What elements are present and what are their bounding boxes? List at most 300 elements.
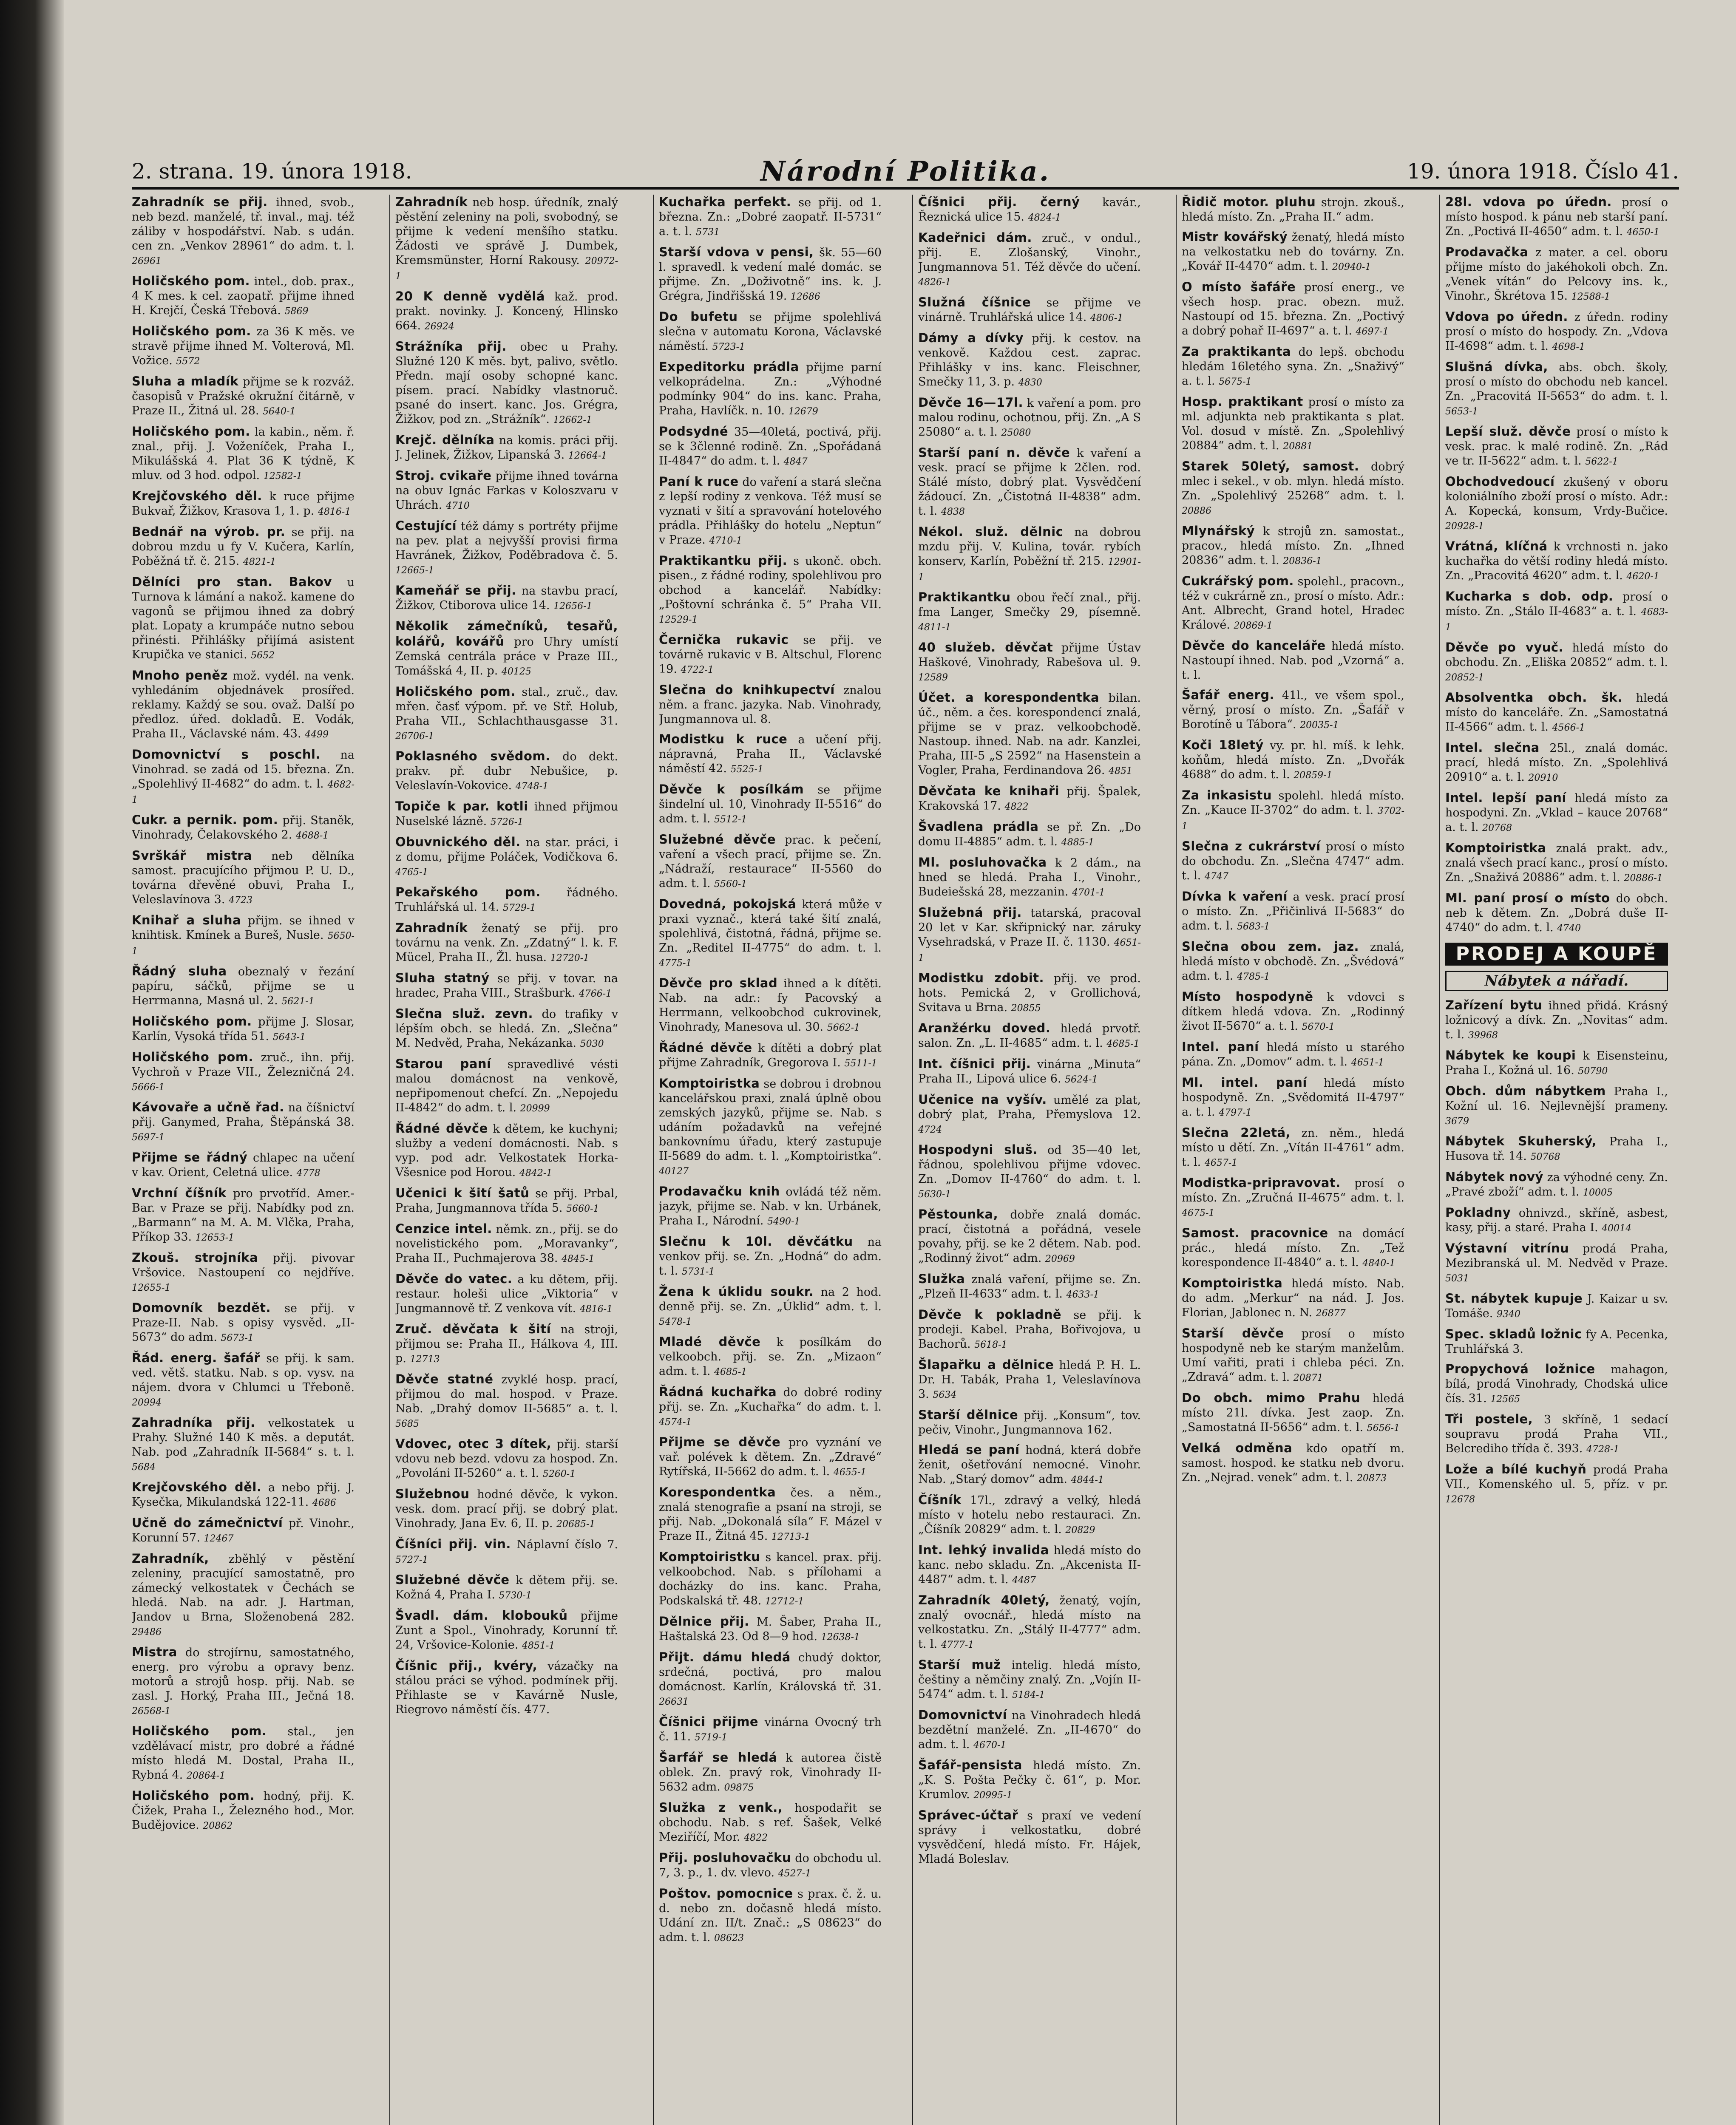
ad-code: 4650-1: [1626, 227, 1660, 238]
ad-text: prodá Praha, Mezibranská ul. M. Nedvěd v Praze.: [1445, 1242, 1668, 1270]
ad-headline: Několik zámečníků, tesařů, kolářů, kovářů: [395, 619, 618, 649]
ad-code: 4847: [783, 456, 808, 467]
classified-ad: [918, 1092, 1141, 1137]
classified-ad: [659, 1435, 882, 1480]
ad-headline: Sluha a mladík: [132, 374, 239, 388]
ad-code: 5730-1: [499, 1590, 532, 1601]
ad-code: 5652: [251, 650, 275, 661]
ad-text: do dobré rodiny přij. se. Zn. „Kuchařka“ do adm. t. l.: [659, 1386, 882, 1414]
ad-text: 3 skříně, 1 sedací soupravu prodá Praha VII., Belcrediho třída č. 393.: [1445, 1413, 1668, 1455]
classified-ad: [1182, 394, 1404, 454]
ad-text: přij. Staněk, Vinohrady, Čelakovského 2.: [132, 814, 355, 842]
classified-ad: [659, 1886, 882, 1946]
ad-headline: Černička rukavic: [659, 632, 789, 647]
ad-code: 20910: [1528, 773, 1558, 783]
ad-text: mož. vydél. na venk. vyhledáním objednávek prosířed. reklamy. Každý se sou. ovaž. Další po předloz. úřed. dokladů. E. Vodák, Praha II., Václavské nám. 43.: [132, 669, 355, 740]
classified-ad: [395, 1221, 618, 1266]
ad-code: 5634: [933, 1390, 957, 1400]
ad-text: na Vinohrad. se zadá od 15. března. Zn. „Spolehlivý II-4682“ do adm. t. l.: [132, 748, 355, 790]
ad-code: 12686: [790, 292, 820, 302]
ad-code: 26631: [659, 1697, 689, 1707]
classified-ad: [1445, 1205, 1668, 1236]
classified-ad: [1182, 1125, 1404, 1170]
ad-headline: Šafář-pensista: [918, 1758, 1022, 1772]
ad-code: 4710: [445, 501, 470, 511]
ad-code: 39968: [1468, 1030, 1498, 1041]
ad-text: ihned přijmou Nuselské lázně.: [395, 800, 618, 828]
ad-code: 4675-1: [1182, 1208, 1215, 1218]
ad-headline: Starší děvče: [1182, 1326, 1284, 1340]
ad-text: přij. starší vdovu neb bezd. vdovu za hospod. Zn. „Povoláni II-5260“ a. t. l.: [395, 1438, 618, 1480]
classified-ad: [395, 921, 618, 966]
ad-code: 5621-1: [281, 996, 315, 1007]
classified-ad: [918, 971, 1141, 1016]
ad-headline: Slečna služ. zevn.: [395, 1006, 533, 1021]
classified-ad: [659, 1850, 882, 1881]
ad-code: 5662-1: [827, 1023, 860, 1033]
ad-headline: Dámy a dívky: [918, 331, 1024, 345]
ad-text: ženatý, vojín, znalý ovocnář., hledá místo na velkostatku. Zn. „Stálý II-4777“ adm. t. l.: [918, 1594, 1141, 1651]
ad-text: spolehl., pracovn., též v cukrárně zn., prosí o místo. Adr.: Ant. Albrecht, Grand hotel, Hradec Králové.: [1182, 575, 1404, 632]
ad-headline: Služebné děvče: [395, 1572, 510, 1587]
ad-text: se přij. v tovar. na hradec, Praha VIII., Strašburk.: [395, 972, 618, 1000]
ad-text: ihned a k dítěti. Nab. na adr.: fy Pacovský a Herrmann, velkoobchod cukrovinek, Vinohrady, Manesova ul. 30.: [659, 977, 882, 1034]
classified-ad: [132, 195, 355, 269]
ad-text: prosí energ., ve všech hosp. prac. obezn. muž. Nastoupí od 15. března. Zn. „Poctivý a dobrý pohař II-4697“ a. t. l.: [1182, 281, 1404, 337]
classified-ad: [1445, 998, 1668, 1043]
ad-code: 4566-1: [1552, 722, 1585, 733]
ad-text: hledá místo hospodyně. Zn. „Svědomitá II-4797“ a. t. l.: [1182, 1077, 1404, 1119]
classified-ad: [1182, 1326, 1404, 1386]
classified-ad: [132, 1250, 355, 1295]
classified-ad: [918, 784, 1141, 814]
ad-text: do vaření a stará slečna z lepší rodiny z venkova. Též musí se vyznati v šití a spravování hotelového prádla. Přihlášky do hotelu „Neptun“ v Praze.: [659, 476, 882, 547]
ad-code: 4826-1: [918, 277, 951, 288]
ad-code: 9340: [1496, 1309, 1520, 1320]
newspaper-page: [132, 157, 1679, 2125]
ad-code: 4822: [743, 1833, 768, 1843]
ad-text: na domácí prác., hledá místo. Zn. „Tež korespondence II-4840“ a. t. l.: [1182, 1227, 1404, 1269]
ad-text: umělé za plat, dobrý plat, Praha, Přemyslova 12.: [918, 1094, 1141, 1121]
ad-headline: Obuvnického děl.: [395, 835, 521, 849]
ad-headline: Holičského pom.: [132, 424, 250, 439]
ad-code: 20864-1: [186, 1771, 226, 1781]
ad-text: pro prvotříd. Amer.-Bar. v Praze se přij. Nabídky pod zn. „Barmann“ na M. A. M. Vlčka, Praha, Příkop 33.: [132, 1187, 355, 1244]
classified-ad: [1182, 230, 1404, 275]
ad-text: se přij. ve továrně rukavic v B. Altschul, Florenc 19.: [659, 634, 882, 676]
ad-headline: Služebné děvče: [659, 832, 776, 847]
classified-ad: [132, 964, 355, 1009]
ad-headline: Do obch. mimo Prahu: [1182, 1391, 1361, 1405]
ad-text: z mater. a cel. oboru přijme místo do jakéhokoli obch. Zn. „Venek vítán“ do Pelcovy ins. k., Vinohr., Škrétova 15.: [1445, 246, 1668, 303]
ad-text: hledá prvotř. salon. Zn. „L. II-4685“ adm. t. l.: [918, 1022, 1141, 1050]
ad-text: hodný, přij. K. Čižek, Praha I., Železného hod., Mor. Budějovice.: [132, 1790, 355, 1832]
classified-ad: [1182, 1276, 1404, 1321]
ad-code: 4697-1: [1356, 326, 1389, 337]
ad-headline: Nábytek Skuherský,: [1445, 1134, 1597, 1148]
classified-ad: [659, 732, 882, 777]
ad-code: 4682-1: [132, 779, 355, 805]
ad-headline: Prodavačka: [1445, 245, 1529, 259]
ad-text: čes. a něm., znalá stenografie a psaní na stroji, se přij. Nab. „Dokonalá síla“ F. Mázel v Praze II., Žitná 45.: [659, 1486, 882, 1543]
ad-text: Praha I., Husova tř. 14.: [1445, 1135, 1668, 1163]
ad-text: velkostatek u Prahy. Služné 140 K měs. a deputát. Nab. pod „Zahradník II-5684“ s. t. l.: [132, 1417, 355, 1459]
ad-text: řádného. Truhlářská ul. 14.: [395, 886, 618, 914]
classified-ad: [132, 913, 355, 959]
classified-ad: [1445, 891, 1668, 936]
ad-text: hledá P. H. L. Dr. H. Tabák, Praha 1, Veleslavínova 3.: [918, 1359, 1141, 1401]
ad-headline: Hledá se paní: [918, 1442, 1020, 1457]
page-info-left: 2. strana. 19. února 1918.: [132, 159, 412, 184]
ad-text: u Turnova k lámání a nakož. kamene do vagonů se přijmou ihned za dobrý plat. Lopaty a krumpáče nutno sebou přinésti. Přihlášky přijímá asistent Krupička ve stanici.: [132, 576, 355, 661]
ad-code: 5869: [284, 306, 309, 317]
ad-code: 20969: [1045, 1254, 1075, 1264]
classified-ad: [1445, 1462, 1668, 1507]
ad-code: 12679: [788, 406, 818, 417]
ad-text: zkušený v oboru koloniálního zboží prosí o místo. Adr.: A. Kopecká, konsum, Vrdy-Bučice.: [1445, 476, 1668, 518]
classified-ad: [1445, 589, 1668, 635]
ad-code: 4685-1: [1106, 1039, 1140, 1049]
ad-text: se přij. v Praze-II. Nab. s opisy vysvěd. „II-5673“ do adm.: [132, 1302, 355, 1344]
classified-ad: [918, 524, 1141, 585]
ad-text: od 35—40 let, řádnou, spolehlivou přijme vdovec. Zn. „Domov II-4760“ do adm. t. l.: [918, 1144, 1141, 1186]
ad-headline: Slečnu k 10l. děvčátku: [659, 1234, 853, 1249]
classified-ad: [918, 295, 1141, 326]
classified-ad: [1445, 539, 1668, 584]
ad-text: na stavbu prací, Žižkov, Ctiborova ulice 14.: [395, 584, 618, 612]
ad-text: intel., dob. prax., 4 K mes. k cel. zaopatř. přijme ihned H. Krejčí, Česká Třebová.: [132, 275, 355, 317]
ad-headline: Služka: [918, 1272, 965, 1286]
ad-code: 4527-1: [778, 1868, 811, 1879]
ad-headline: Vdova po úředn.: [1445, 309, 1568, 324]
ad-headline: Šarfář se hledá: [659, 1750, 777, 1765]
ad-text: tatarská, pracoval 20 let v Kar. skřipnický nar. záruky Vysehradská, v Praze II. č. 1130.: [918, 907, 1141, 949]
classified-ad: [659, 897, 882, 971]
ad-text: přijm. se ihned v knihtisk. Kmínek a Bureš, Nusle.: [132, 914, 355, 942]
ad-headline: Prodavačku knih: [659, 1184, 780, 1198]
ad-headline: Paní k ruce: [659, 474, 739, 489]
ad-code: 12901-1: [918, 557, 1141, 583]
ad-headline: Holičského pom.: [132, 324, 251, 338]
ad-headline: Pokladny: [1445, 1205, 1511, 1220]
classified-ad: [395, 1608, 618, 1653]
ad-headline: Praktikantku přij.: [659, 553, 788, 568]
ad-headline: Slečna 22letá,: [1182, 1125, 1291, 1140]
classified-ad: [918, 1057, 1141, 1087]
ad-code: 12565: [1490, 1394, 1520, 1405]
ad-code: 26924: [424, 321, 454, 332]
ad-text: k autorea čistě oblek. Zn. pravý rok, Vinohrady II-5632 adm.: [659, 1751, 882, 1794]
ad-headline: Řádné děvče: [659, 1040, 752, 1055]
ad-headline: Za inkasistu: [1182, 788, 1272, 802]
ad-headline: Stroj. cvikaře: [395, 468, 492, 483]
ad-headline: Modistka-pripravovat.: [1182, 1176, 1341, 1190]
classified-ad: [1445, 841, 1668, 886]
classified-ad: [659, 309, 882, 354]
ad-code: 12713: [410, 1354, 440, 1365]
ad-headline: Číšnici přijme: [659, 1714, 759, 1729]
classified-ad: [918, 590, 1141, 635]
ad-text: přij. pivovar Vršovice. Nastoupení co nejdříve.: [132, 1252, 355, 1279]
ad-code: 3702-1: [1182, 806, 1404, 832]
classified-ad: [395, 1572, 618, 1603]
ad-text: 25l., znalá domác. prací, hledá místo. Zn. „Spolehlivá 20910“ a. t. l.: [1445, 742, 1668, 784]
ad-headline: Holičského pom.: [132, 1014, 252, 1028]
classified-ad: [395, 1057, 618, 1116]
ad-code: 10005: [1583, 1187, 1613, 1198]
ad-text: na Vinohradech hledá bezdětní manželé. Zn. „II-4670“ do adm. t. l.: [918, 1709, 1141, 1751]
ad-code: 4830: [1018, 377, 1042, 388]
classified-ad: [132, 1645, 355, 1719]
ad-text: prosí o místo hospodyně neb ke starým manželům. Umí vařiti, prati i chleba péci. Zn. „Zdravá“ adm. t. l.: [1182, 1327, 1404, 1384]
ad-headline: Nábytek ke koupi: [1445, 1048, 1576, 1062]
ad-code: 5560-1: [714, 879, 747, 890]
ad-headline: Domovnictví s poschl.: [132, 747, 321, 762]
ad-headline: Krejčovského děl.: [132, 1480, 262, 1494]
ad-headline: Modistku k ruce: [659, 732, 788, 746]
classified-ad: [132, 848, 355, 908]
ad-text: hledá místo do obchodu. Zn. „Eliška 20852“ adm. t. l.: [1445, 641, 1668, 669]
ad-text: zruč., ihn. přij. Vychroň v Praze VII., Železničná 24.: [132, 1051, 355, 1079]
ad-text: a vesk. prací prosí o místo. Zn. „Přičinlivá II-5683“ do adm. t. l.: [1182, 890, 1404, 932]
ad-text: k 2 dám., na hned se hledá. Praha I., Vinohr., Budeiešská 28, mezzanin.: [918, 856, 1141, 898]
ad-code: 20995-1: [973, 1790, 1013, 1801]
ad-headline: Zkouš. strojníka: [132, 1250, 258, 1265]
ad-text: fy A. Pecenka, Truhlářská 3.: [1445, 1328, 1668, 1356]
ad-code: 20035-1: [1300, 720, 1339, 731]
classified-ad: [132, 747, 355, 808]
ad-code: 5666-1: [132, 1082, 165, 1093]
ad-headline: O místo šafáře: [1182, 280, 1296, 294]
ad-code: 20871: [1293, 1373, 1323, 1383]
ad-code: 4747: [1204, 871, 1228, 882]
ad-text: chudý doktor, srdečná, poctivá, pro malou domácnost. Karlín, Královská tř. 31.: [659, 1651, 882, 1693]
ad-headline: Starší vdova v pensi,: [659, 245, 814, 259]
ad-headline: Krejč. dělníka: [395, 433, 495, 447]
column-rule: [912, 195, 913, 2125]
ad-text: která může v praxi vyznač., která také šití znalá, spolehlivá, čistotná, řádná, přijme se. Zn. „Reditel II-4775“ do adm. t. l.: [659, 898, 882, 955]
classified-ad: [1445, 790, 1668, 836]
ad-code: 12712-1: [765, 1596, 804, 1607]
classified-ad: [132, 1480, 355, 1510]
classified-ad: [1445, 690, 1668, 735]
ad-code: 5656-1: [1367, 1423, 1400, 1434]
ad-headline: Pěstounka,: [918, 1207, 998, 1221]
ad-headline: Hosp. praktikant: [1182, 394, 1303, 409]
ad-text: s prax. č. ž. u. d. nebo zn. dočasně hledá místo. Udání zn. II/t. Znač.: „S 08623“ do adm. t. l.: [659, 1887, 882, 1944]
classified-ad: [918, 640, 1141, 685]
ad-code: 4806-1: [1090, 313, 1123, 323]
ad-text: na dobrou mzdu přij. V. Kulina, továr. rybích konserv, Karlín, Poběžní tř. 215.: [918, 526, 1141, 568]
ad-headline: Krejčovského děl.: [132, 489, 262, 503]
ad-code: 5697-1: [132, 1132, 165, 1143]
ad-code: 5653-1: [1445, 406, 1478, 417]
ad-text: stal., jen vzdělávací mistr, pro dobré a řádné místo hledá M. Dostal, Praha II., Rybná 4.: [132, 1725, 355, 1782]
ad-code: 5729-1: [502, 903, 536, 913]
classified-ad: [1182, 788, 1404, 834]
ad-headline: Pekařského pom.: [395, 885, 541, 899]
classified-ad: [1182, 524, 1404, 569]
ad-text: obou řečí znal., přij. fma Langer, Smečky 29, písemně.: [918, 591, 1141, 619]
ad-text: prosí o místo k vesk. prac. k malé rodině. Zn. „Rád ve tr. II-5622“ adm. t. l.: [1445, 425, 1668, 468]
ad-headline: Ml. intel. paní: [1182, 1075, 1307, 1090]
ad-headline: Domovnictví: [918, 1708, 1007, 1722]
ad-code: 20994: [132, 1397, 162, 1408]
classified-ad: [659, 1040, 882, 1071]
ad-text: na stroji, přijmou se: Praha II., Hálkova 4, III. p.: [395, 1323, 618, 1365]
classified-ad: [132, 1014, 355, 1045]
ad-text: němk. zn., přij. se do novelistického pom. „Moravanky“, Praha II., Puchmajerova 38.: [395, 1223, 618, 1265]
ad-text: se přij. na dobrou mzdu u fy V. Kučera, Karlín, Poběžná tř. č. 215.: [132, 526, 355, 568]
classified-ad: [659, 632, 882, 677]
ad-headline: Vrchní číšník: [132, 1186, 227, 1200]
ad-headline: Komptoiristka: [659, 1076, 760, 1091]
ad-headline: Starek 50letý, samost.: [1182, 459, 1359, 473]
classified-ad: [132, 668, 355, 742]
ad-headline: Děvče 16—17l.: [918, 395, 1024, 410]
classified-ad: [132, 1100, 355, 1145]
ad-text: a učení přij. nápravná, Praha II., Václavské náměstí 42.: [659, 733, 882, 775]
ad-headline: Vdovec, otec 3 dítek,: [395, 1436, 552, 1451]
column-3: [659, 195, 882, 2125]
classified-ad: [918, 331, 1141, 390]
ad-text: mahagon, bílá, prodá Vinohrady, Chodská ulice čís. 31.: [1445, 1363, 1668, 1405]
classified-ad: [659, 195, 882, 240]
classified-ad: [1445, 195, 1668, 240]
ad-code: 4845-1: [562, 1254, 595, 1264]
classified-ad: [659, 1485, 882, 1544]
classified-ad: [1445, 1291, 1668, 1322]
ad-headline: Švadl. dám. klobouků: [395, 1608, 568, 1623]
ad-code: 12529-1: [659, 615, 698, 625]
classified-ad: [395, 1121, 618, 1181]
classified-ad: [395, 1186, 618, 1216]
ad-headline: Mistra: [132, 1645, 177, 1659]
ad-headline: Lože a bílé kuchyň: [1445, 1462, 1587, 1476]
ad-code: 4698-1: [1552, 342, 1585, 352]
ad-code: 4778: [296, 1168, 321, 1179]
ad-text: prosí o místo. Zn. „Stálo II-4683“ a. t. l.: [1445, 590, 1668, 618]
ad-code: 5031: [1445, 1273, 1469, 1284]
ad-headline: Mnoho peněz: [132, 668, 228, 683]
ad-headline: Holičského pom.: [132, 274, 250, 288]
classified-ad: [1445, 245, 1668, 304]
classified-ad: [132, 424, 355, 484]
ad-code: 4775-1: [659, 958, 692, 969]
ad-text: se dobrou i drobnou kancelářskou praxi, znalá úplně obou zemských jazyků, přijme se. Nab. s udáním požadavků na veřejné bankovnímu úřadu, který zastupuje II-5689 do adm. t. l. „Komptoiristka“.: [659, 1077, 882, 1163]
classified-ad: [918, 1021, 1141, 1051]
column-5: [1182, 195, 1404, 2125]
ad-text: a ku dětem, přij. restaur. holeši ulice „Viktoria“ v Jungmannově tř. Z venkova vít.: [395, 1273, 618, 1315]
ad-headline: Praktikantku: [918, 590, 1011, 604]
ad-code: 12664-1: [568, 450, 607, 461]
ad-headline: Zahradník 40letý,: [918, 1593, 1050, 1607]
ad-code: 4821-1: [243, 557, 276, 567]
classified-ad: [918, 1408, 1141, 1437]
ad-code: 12655-1: [132, 1283, 171, 1293]
ad-code: 50790: [1578, 1066, 1608, 1077]
ad-code: 4816-1: [318, 507, 351, 517]
ad-headline: Bednář na výrob. pr.: [132, 524, 286, 539]
classified-ad: [395, 1487, 618, 1532]
ad-headline: Učně do zámečnictví: [132, 1516, 283, 1530]
ad-code: 20855: [1011, 1003, 1041, 1014]
ad-text: do strojírnu, samostatného, energ. pro výrobu a opravy benz. motorů a strojů hosp. přij. Nab. se zasl. J. Horký, Praha III., Ječná 18.: [132, 1646, 355, 1703]
ad-text: se př. Zn. „Do domu II-4885“ adm. t. l.: [918, 821, 1141, 848]
classified-ad: [132, 274, 355, 319]
ad-code: 5685: [395, 1419, 419, 1429]
ad-text: přijme parní velkoprádelna. Zn.: „Výhodné podmínky 904“ do ins. kanc. Praha, Praha, Havlíčk. n. 10.: [659, 361, 882, 417]
ad-text: neb hosp. úředník, znalý pěstění zeleniny na poli, svobodný, se přijme k vedení menšího statku. Žádosti ve správě J. Dumbek, Kremsmünster, Horní Rakousy.: [395, 196, 618, 267]
ad-code: 4844-1: [1071, 1475, 1104, 1485]
ad-code: 5726-1: [490, 817, 524, 827]
ad-headline: Intel. slečna: [1445, 740, 1540, 755]
ad-code: 5660-1: [566, 1204, 599, 1214]
classified-ad: [1182, 1226, 1404, 1271]
ad-code: 20886: [1182, 506, 1211, 516]
ad-headline: Intel. paní: [1182, 1040, 1259, 1054]
ad-code: 4785-1: [1237, 972, 1270, 982]
ad-text: k ruce přijme Bukvař, Žižkov, Krasova 1, 1. p.: [132, 490, 355, 518]
ad-text: do dekt. prakv. př. dubr Nebušice, p. Veleslavín-Vokovice.: [395, 750, 618, 792]
classified-ad: [1182, 989, 1404, 1034]
ad-headline: Služná číšnice: [918, 295, 1031, 309]
ad-text: prac. k pečení, vaření a všech prací, přijme se. Zn. „Nádraží, restaurace“ II-5560 do adm. t. l.: [659, 833, 882, 890]
ad-code: 12665-1: [395, 565, 434, 576]
classified-ad: [659, 1714, 882, 1745]
classified-ad: [395, 1436, 618, 1482]
classified-ad: [659, 360, 882, 419]
ad-code: 20940-1: [1332, 262, 1371, 272]
classified-ad: [395, 468, 618, 513]
ad-code: 20852-1: [1445, 672, 1484, 683]
classified-ad: [659, 1614, 882, 1645]
ad-text: za 36 K měs. ve stravě přijme ihned M. Volterová, Ml. Vožice.: [132, 325, 355, 367]
ad-headline: Tři postele,: [1445, 1412, 1533, 1426]
ad-headline: Int. lehký invalida: [918, 1543, 1049, 1557]
ad-headline: Lepší služ. děvče: [1445, 424, 1571, 439]
classified-ad: [1182, 1441, 1404, 1486]
classified-ad: [1445, 1048, 1668, 1079]
ad-text: Náplavní číslo 7.: [511, 1538, 618, 1551]
ad-code: 4651-1: [1351, 1057, 1384, 1068]
classified-ad: [1182, 638, 1404, 683]
ad-headline: Zařízení bytu: [1445, 998, 1543, 1012]
ad-text: pro Uhry umístí Zemská centrála práce v Praze III., Tomášská 4, II. p.: [395, 635, 618, 677]
ad-text: do lepš. obchodu hledám 16letého syna. Zn. „Snaživý“ a. t. l.: [1182, 346, 1404, 388]
classified-ad: [132, 1788, 355, 1833]
ad-headline: Kuchařka perfekt.: [659, 195, 791, 209]
ad-text: vinárna Ovocný trh č. 11.: [659, 1716, 882, 1743]
column-rule: [1176, 195, 1177, 2125]
ad-headline: Výstavní vitrínu: [1445, 1241, 1569, 1255]
ad-code: 08623: [714, 1933, 744, 1944]
ad-text: přijme se k rozváž. časopisů v Pražské okružní čitárně, v Praze II., Žitná ul. 28.: [132, 375, 355, 417]
classified-ad: [918, 905, 1141, 966]
ad-code: 26877: [1316, 1308, 1346, 1319]
ad-text: la kabin., něm. ř. znal., přij. J. Voženíček, Praha I., Mikulášská 4. Plat 36 K týdně, K mluv. od 3 hod. odpol.: [132, 425, 355, 482]
ad-headline: Holičského pom.: [395, 684, 516, 699]
ad-code: 5650-1: [132, 931, 355, 957]
ad-text: hospodařit se obchodu. Nab. s ref. Šašek, Velké Meziříčí, Mor.: [659, 1802, 882, 1844]
ad-headline: Holičského pom.: [132, 1724, 267, 1738]
ad-text: přijme ihned továrna na obuv Ignác Farkas v Koloszvaru v Uhrách.: [395, 470, 618, 512]
classified-ad: [659, 245, 882, 304]
classified-ad: [132, 1050, 355, 1095]
ad-text: šk. 55—60 l. spravedl. k vedení malé domác. se přijme. Zn. „Doživotně“ ins. k. J. Grégra, Jindřišská 19.: [659, 246, 882, 303]
ad-text: přij. k cestov. na venkově. Každou cest. zaprac. Přihlášky v ins. kanc. Fleischner, Smečky 11, 3. p.: [918, 332, 1141, 388]
ad-code: 4724: [918, 1125, 942, 1135]
